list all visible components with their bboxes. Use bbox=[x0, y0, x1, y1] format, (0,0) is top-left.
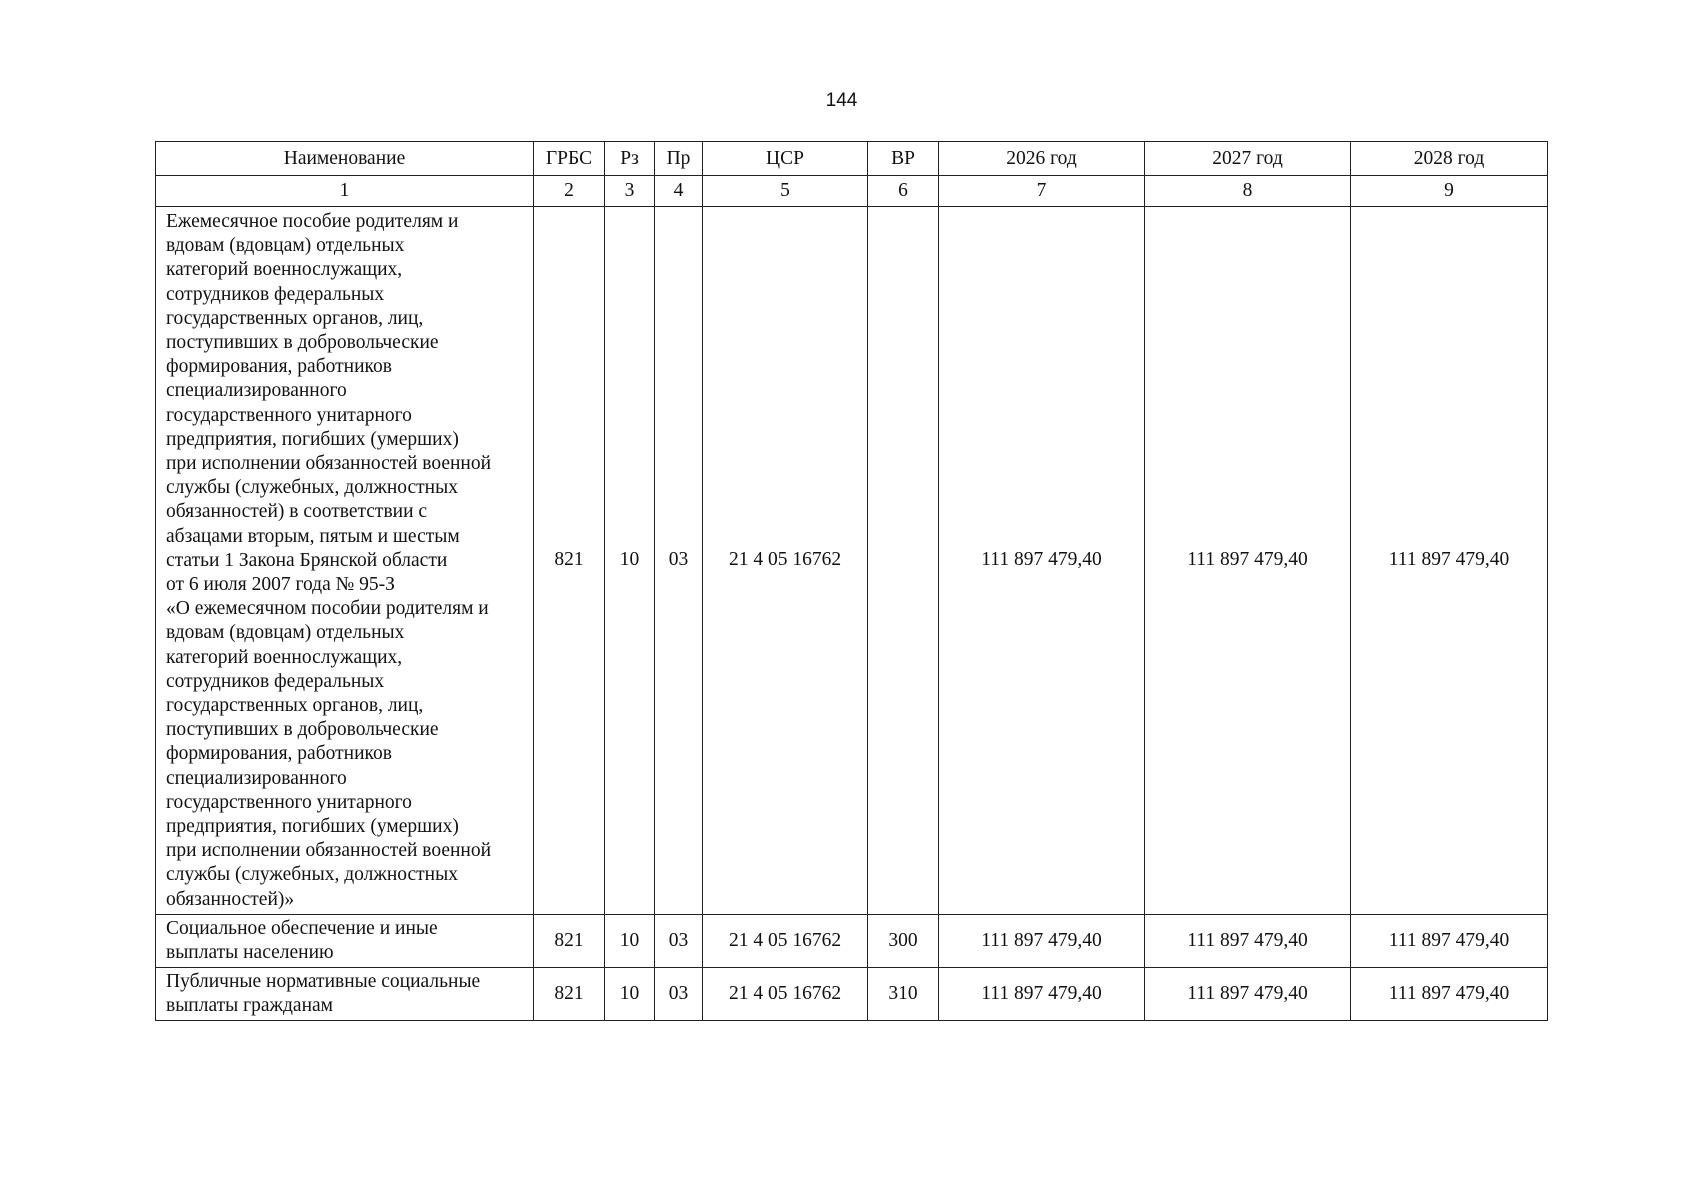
column-number: 5 bbox=[703, 176, 868, 207]
row-amount-2027: 111 897 479,40 bbox=[1145, 207, 1351, 915]
row-csr: 21 4 05 16762 bbox=[703, 207, 868, 915]
column-number: 6 bbox=[868, 176, 939, 207]
row-rz: 10 bbox=[605, 914, 655, 967]
column-number: 1 bbox=[156, 176, 534, 207]
row-amount-2027: 111 897 479,40 bbox=[1145, 967, 1351, 1020]
row-vr: 310 bbox=[868, 967, 939, 1020]
header-grbs: ГРБС bbox=[534, 142, 605, 176]
row-rz: 10 bbox=[605, 207, 655, 915]
row-name: Ежемесячное пособие родителям и вдовам (вдовцам) отдельных категорий военнослужащих, сотрудников федеральных государственных органов, лиц, поступивших в добровольческие формирования, работников специализированного государственного унитарного предприятия, погибших (умерших) при исполнении обязанностей военной службы (служебных, должностных обязанностей) в соответствии с абзацами вторым, пятым и шестым статьи 1 Закона Брянской области от 6 июля 2007 года № 95-З «О ежемесячном пособии родителям и вдовам (вдовцам) отдельных категорий военнослужащих, сотрудников федеральных государственных органов, лиц, поступивших в добровольческие формирования, работников специализированного государственного унитарного предприятия, погибших (умерших) при исполнении обязанностей военной службы (служебных, должностных обязанностей)» bbox=[156, 207, 534, 915]
table-row bbox=[156, 207, 1548, 915]
row-grbs: 821 bbox=[534, 207, 605, 915]
row-amount-2026: 111 897 479,40 bbox=[939, 967, 1145, 1020]
column-number: 9 bbox=[1351, 176, 1548, 207]
column-number: 2 bbox=[534, 176, 605, 207]
row-grbs: 821 bbox=[534, 967, 605, 1020]
row-amount-2026: 111 897 479,40 bbox=[939, 914, 1145, 967]
row-vr: 300 bbox=[868, 914, 939, 967]
row-amount-2028: 111 897 479,40 bbox=[1351, 207, 1548, 915]
row-amount-2026: 111 897 479,40 bbox=[939, 207, 1145, 915]
table-row bbox=[156, 914, 1548, 967]
row-csr: 21 4 05 16762 bbox=[703, 914, 868, 967]
header-csr: ЦСР bbox=[703, 142, 868, 176]
column-number: 4 bbox=[655, 176, 703, 207]
column-number: 8 bbox=[1145, 176, 1351, 207]
row-amount-2028: 111 897 479,40 bbox=[1351, 914, 1548, 967]
column-number: 3 bbox=[605, 176, 655, 207]
row-csr: 21 4 05 16762 bbox=[703, 967, 868, 1020]
header-row bbox=[156, 142, 1548, 176]
row-grbs: 821 bbox=[534, 914, 605, 967]
row-name: Публичные нормативные социальные выплаты гражданам bbox=[156, 967, 534, 1020]
row-amount-2027: 111 897 479,40 bbox=[1145, 914, 1351, 967]
column-number-row bbox=[156, 176, 1548, 207]
row-name: Социальное обеспечение и иные выплаты населению bbox=[156, 914, 534, 967]
row-amount-2028: 111 897 479,40 bbox=[1351, 967, 1548, 1020]
page-number: 144 bbox=[825, 90, 858, 111]
header-2028: 2028 год bbox=[1351, 142, 1548, 176]
row-rz: 10 bbox=[605, 967, 655, 1020]
header-2027: 2027 год bbox=[1145, 142, 1351, 176]
column-number: 7 bbox=[939, 176, 1145, 207]
budget-table bbox=[155, 141, 1548, 1021]
header-2026: 2026 год bbox=[939, 142, 1145, 176]
table-row bbox=[156, 967, 1548, 1020]
row-pr: 03 bbox=[655, 967, 703, 1020]
header-name: Наименование bbox=[156, 142, 534, 176]
header-vr: ВР bbox=[868, 142, 939, 176]
row-pr: 03 bbox=[655, 914, 703, 967]
header-pr: Пр bbox=[655, 142, 703, 176]
row-pr: 03 bbox=[655, 207, 703, 915]
row-vr bbox=[868, 207, 939, 915]
header-rz: Рз bbox=[605, 142, 655, 176]
